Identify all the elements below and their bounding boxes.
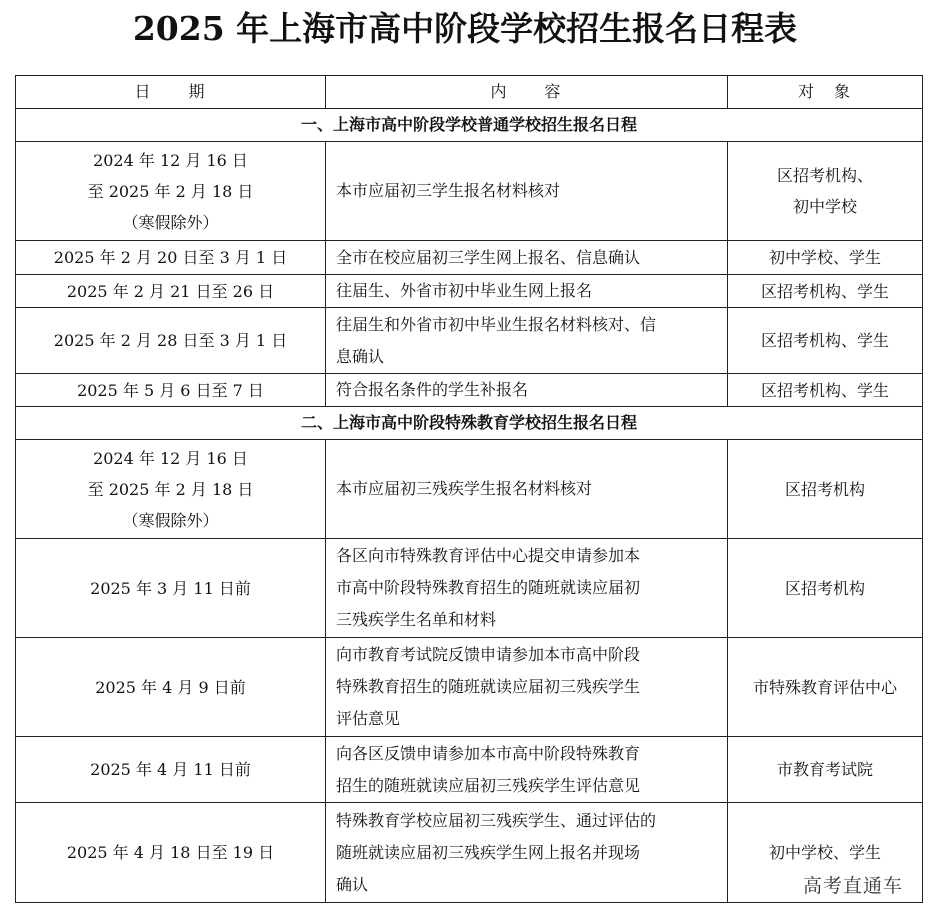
table-row xyxy=(16,142,923,241)
date-cell-line: 2025 年 3 月 11 日前 xyxy=(90,578,251,598)
target-cell-line: 区招考机构 xyxy=(784,578,865,598)
section-heading: 二、上海市高中阶段特殊教育学校招生报名日程 xyxy=(16,407,923,440)
date-cell-line: 2024 年 12 月 16 日 xyxy=(93,448,248,468)
header-content: 内 容 xyxy=(326,76,728,109)
content-cell xyxy=(326,638,728,737)
section-heading-row xyxy=(16,407,923,440)
content-cell-line: 三残疾学生名单和材料 xyxy=(336,610,497,629)
date-cell xyxy=(16,308,326,374)
content-cell-line: 本市应届初三残疾学生报名材料核对 xyxy=(336,479,593,498)
content-cell-line: 招生的随班就读应届初三残疾学生评估意见 xyxy=(336,775,641,795)
target-cell-line: 初中学校、学生 xyxy=(768,248,881,267)
date-cell xyxy=(16,539,326,638)
content-cell xyxy=(326,142,728,241)
table-row xyxy=(16,440,923,539)
target-cell-line: 市特殊教育评估中心 xyxy=(752,677,897,697)
target-cell-line: 区招考机构、学生 xyxy=(760,380,889,400)
date-cell-line: 2025 年 2 月 21 日至 26 日 xyxy=(66,281,275,301)
date-cell-line: 2024 年 12 月 16 日 xyxy=(93,150,248,170)
date-cell xyxy=(16,241,326,275)
date-cell-line: 至 2025 年 2 月 18 日 xyxy=(87,479,254,499)
table-row xyxy=(16,737,923,803)
target-cell xyxy=(728,539,923,638)
content-cell xyxy=(326,374,728,407)
content-cell-line: 向市教育考试院反馈申请参加本市高中阶段 xyxy=(336,645,641,664)
content-cell-line: 各区向市特殊教育评估中心提交申请参加本 xyxy=(336,546,641,565)
header-row xyxy=(16,76,923,109)
content-cell xyxy=(326,308,728,374)
date-cell-line: （寒假除外） xyxy=(122,510,219,530)
content-cell-line: 本市应届初三学生报名材料核对 xyxy=(336,181,561,200)
content-cell-line: 市高中阶段特殊教育招生的随班就读应届初 xyxy=(336,578,641,597)
date-cell-line: 2025 年 2 月 20 日至 3 月 1 日 xyxy=(53,248,288,267)
table-row xyxy=(16,241,923,275)
table-row xyxy=(16,308,923,374)
target-cell xyxy=(728,241,923,275)
target-cell-line: 区招考机构、学生 xyxy=(760,331,889,350)
target-cell-line: 初中学校、学生 xyxy=(768,843,881,862)
content-cell-line: 全市在校应届初三学生网上报名、信息确认 xyxy=(336,247,641,267)
table-row xyxy=(16,638,923,737)
watermark: 高考直通车 xyxy=(802,875,903,897)
target-cell xyxy=(728,275,923,308)
target-cell-line: 市教育考试院 xyxy=(776,760,873,779)
date-cell-line: 2025 年 4 月 11 日前 xyxy=(90,760,251,779)
page-title: 2025 年上海市高中阶段学校招生报名日程表 xyxy=(132,9,798,48)
target-cell xyxy=(728,142,923,241)
table-row xyxy=(16,374,923,407)
date-cell xyxy=(16,803,326,903)
date-cell-line: 2025 年 4 月 9 日前 xyxy=(95,677,246,697)
content-cell-line: 往届生、外省市初中毕业生网上报名 xyxy=(336,281,593,300)
date-cell xyxy=(16,374,326,407)
target-cell-line: 初中学校 xyxy=(792,197,857,216)
target-cell-line: 区招考机构、学生 xyxy=(760,281,889,301)
target-cell xyxy=(728,374,923,407)
date-cell xyxy=(16,440,326,539)
content-cell-line: 确认 xyxy=(336,874,369,894)
schedule-body xyxy=(16,109,923,903)
section-heading-row xyxy=(16,109,923,142)
date-cell xyxy=(16,275,326,308)
content-cell xyxy=(326,539,728,638)
date-cell-line: 至 2025 年 2 月 18 日 xyxy=(87,181,254,201)
content-cell-line: 随班就读应届初三残疾学生网上报名并现场 xyxy=(336,842,641,862)
date-cell xyxy=(16,737,326,803)
section-heading: 一、上海市高中阶段学校普通学校招生报名日程 xyxy=(16,109,923,142)
header-target: 对 象 xyxy=(728,76,923,109)
content-cell-line: 评估意见 xyxy=(336,709,401,728)
target-cell xyxy=(728,737,923,803)
schedule-table xyxy=(15,75,923,903)
target-cell xyxy=(728,308,923,374)
content-cell xyxy=(326,803,728,903)
date-cell-line: 2025 年 5 月 6 日至 7 日 xyxy=(77,380,264,400)
content-cell xyxy=(326,275,728,308)
table-row xyxy=(16,539,923,638)
target-cell xyxy=(728,638,923,737)
date-cell-line: 2025 年 4 月 18 日至 19 日 xyxy=(66,843,275,862)
header-date: 日 期 xyxy=(16,76,326,109)
content-cell xyxy=(326,241,728,275)
content-cell-line: 向各区反馈申请参加本市高中阶段特殊教育 xyxy=(336,743,641,763)
target-cell-line: 区招考机构 xyxy=(784,479,865,499)
content-cell-line: 特殊教育学校应届初三残疾学生、通过评估的 xyxy=(336,810,657,830)
table-row xyxy=(16,803,923,903)
content-cell xyxy=(326,737,728,803)
date-cell-line: （寒假除外） xyxy=(122,212,219,232)
content-cell-line: 往届生和外省市初中毕业生报名材料核对、信 xyxy=(336,314,657,334)
content-cell-line: 符合报名条件的学生补报名 xyxy=(336,380,529,399)
content-cell-line: 特殊教育招生的随班就读应届初三残疾学生 xyxy=(336,677,641,696)
date-cell-line: 2025 年 2 月 28 日至 3 月 1 日 xyxy=(53,331,288,350)
date-cell xyxy=(16,638,326,737)
content-cell-line: 息确认 xyxy=(336,346,385,366)
table-row xyxy=(16,275,923,308)
target-cell-line: 区招考机构、 xyxy=(776,166,873,185)
date-cell xyxy=(16,142,326,241)
content-cell xyxy=(326,440,728,539)
target-cell xyxy=(728,440,923,539)
